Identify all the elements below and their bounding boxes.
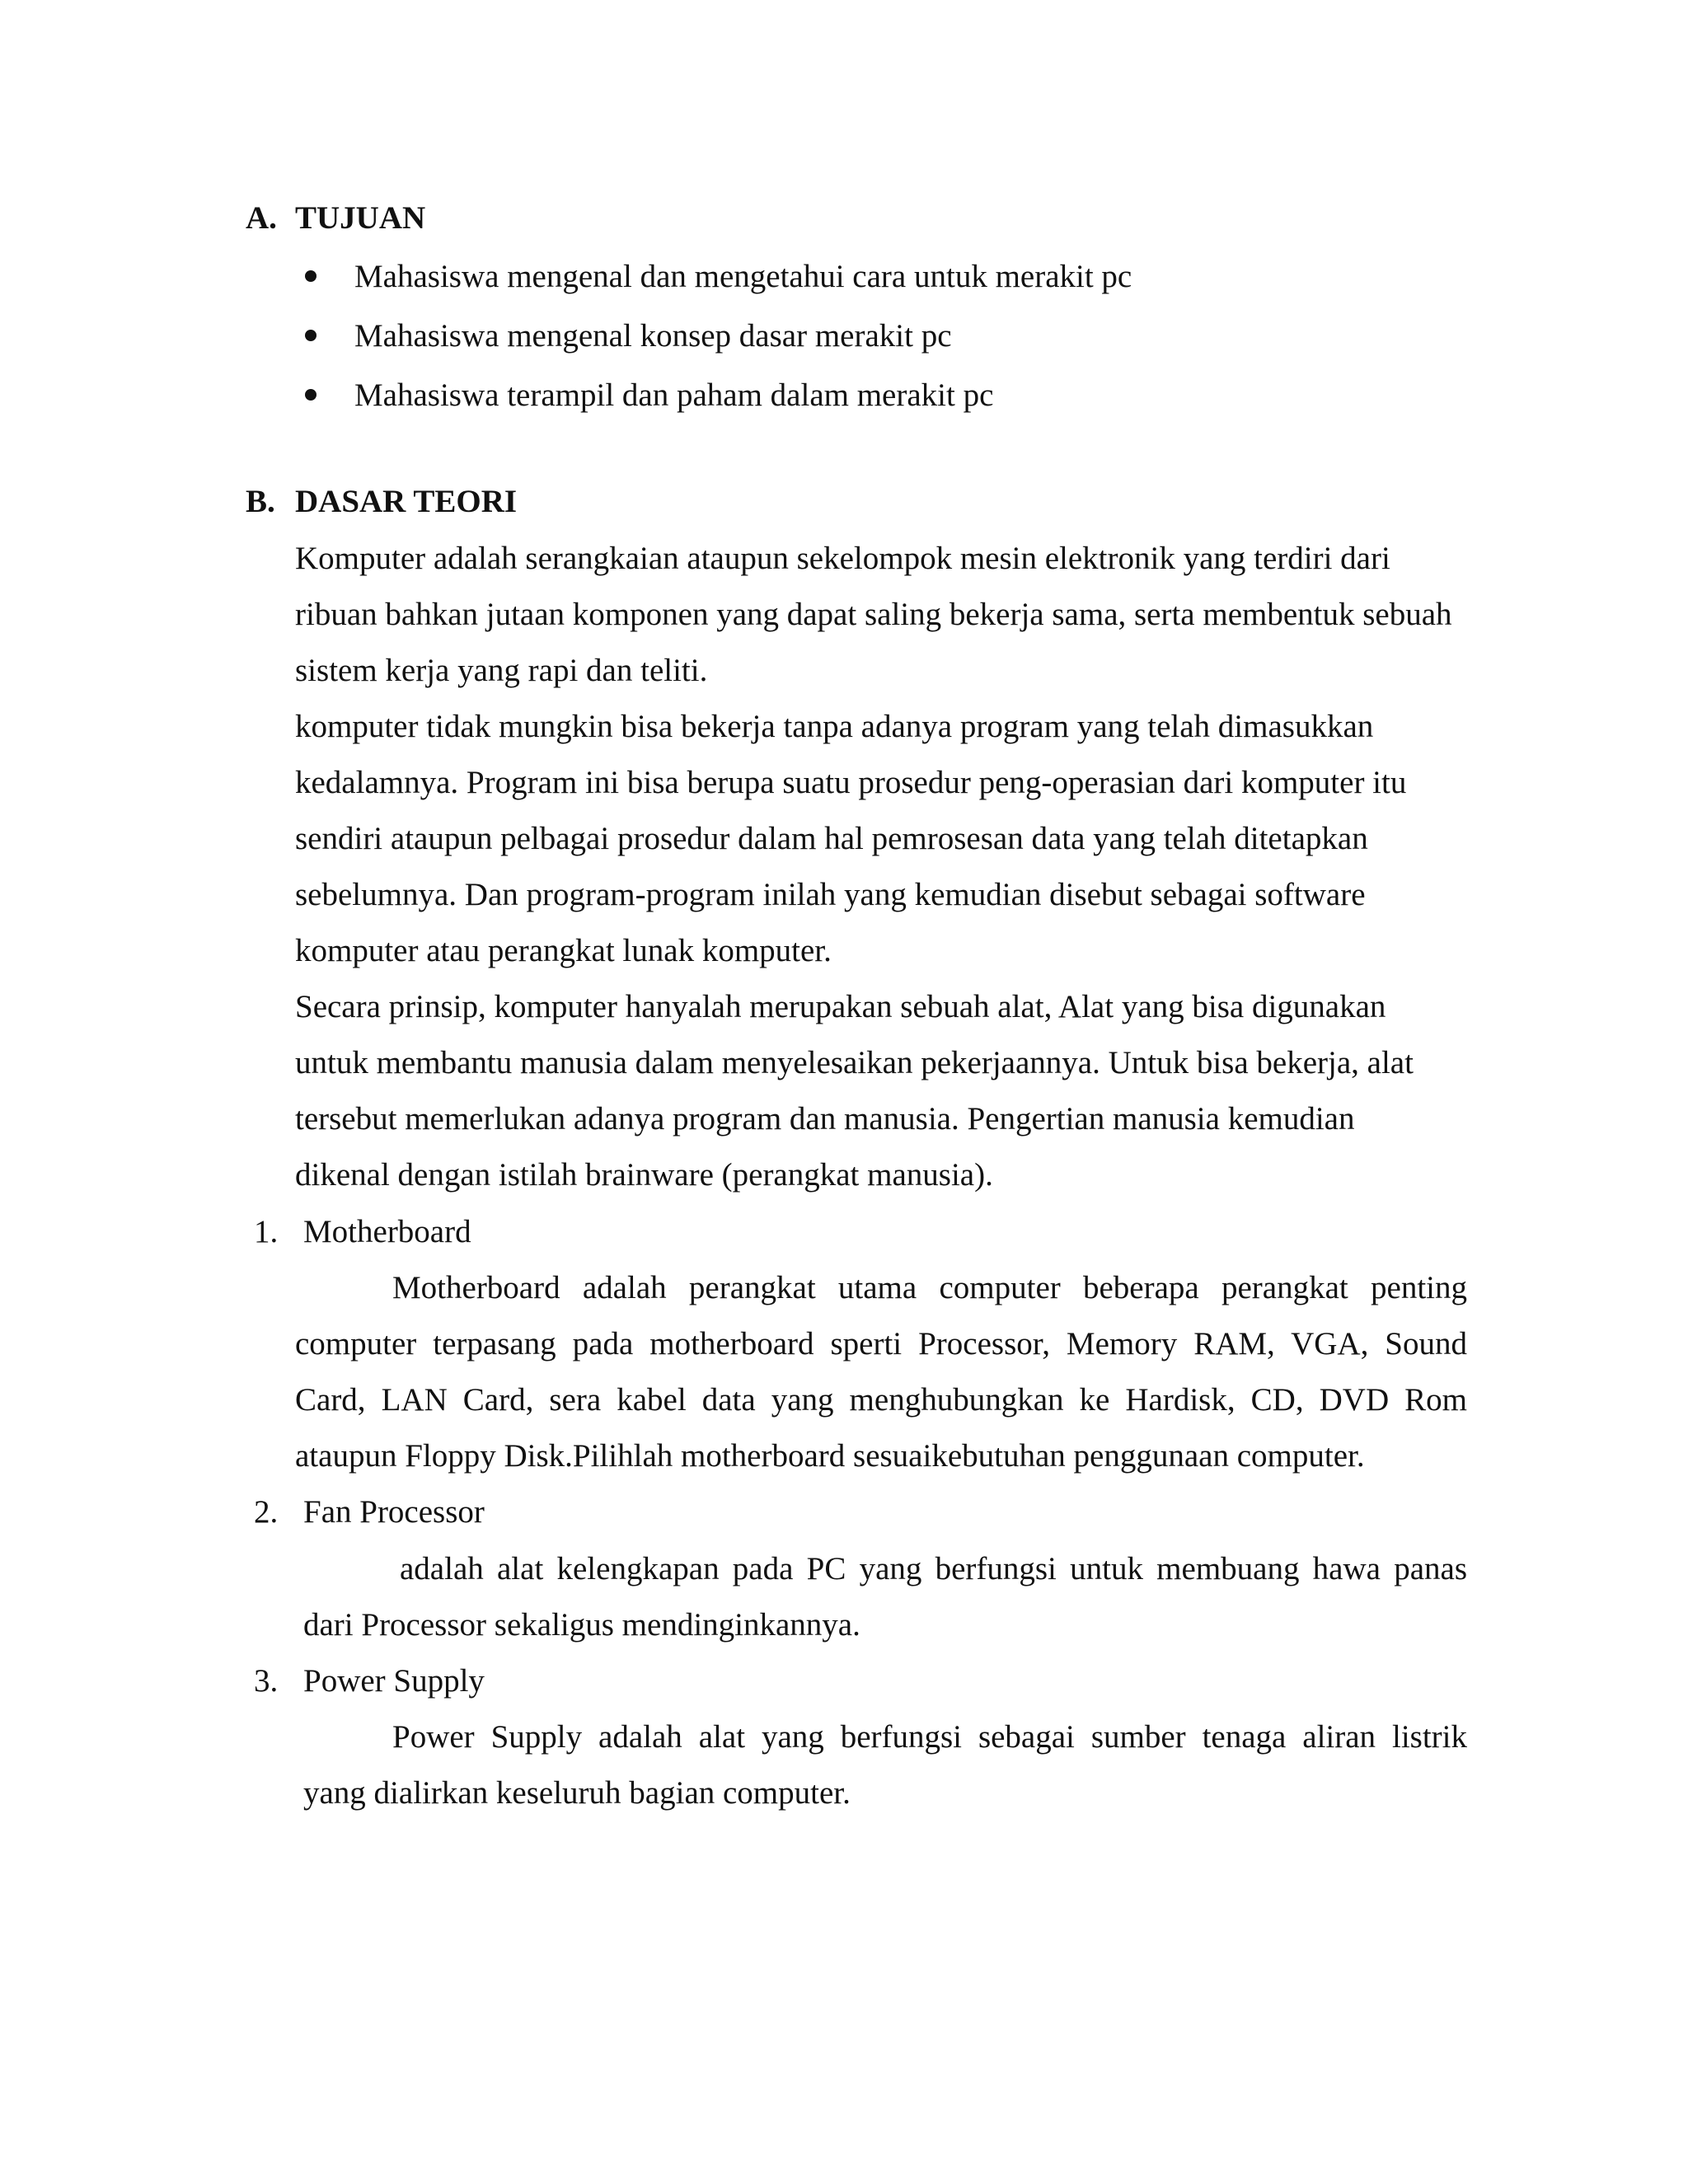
item-desc-line: Power Supply adalah alat yang berfungsi sebagai sumber tenaga aliran listrik: [392, 1719, 1467, 1755]
item-title: Motherboard: [303, 1214, 471, 1249]
section-b-title: DASAR TEORI: [295, 484, 518, 519]
item-desc-line: ataupun Floppy Disk.Pilihlah motherboard sesuaikebutuhan penggunaan computer.: [295, 1438, 1365, 1474]
theory-line: ribuan bahkan jutaan komponen yang dapat saling bekerja sama, serta membentuk sebuah: [295, 597, 1452, 632]
bullet-icon: [305, 270, 316, 282]
theory-line: dikenal dengan istilah brainware (perangkat manusia).: [295, 1157, 993, 1193]
item-desc-line: dari Processor sekaligus mendinginkannya.: [303, 1607, 860, 1643]
item-number: 2.: [254, 1494, 279, 1530]
section-b-marker: B.: [246, 484, 275, 519]
objective-text: Mahasiswa terampil dan paham dalam merakit pc: [354, 377, 994, 413]
theory-line: tersebut memerlukan adanya program dan manusia. Pengertian manusia kemudian: [295, 1101, 1355, 1137]
theory-line: sebelumnya. Dan program-program inilah yang kemudian disebut sebagai software: [295, 877, 1366, 912]
theory-line: komputer atau perangkat lunak komputer.: [295, 933, 832, 968]
objective-text: Mahasiswa mengenal konsep dasar merakit pc: [354, 318, 952, 354]
theory-line: sendiri ataupun pelbagai prosedur dalam hal pemrosesan data yang telah ditetapkan: [295, 821, 1368, 856]
theory-line: kedalamnya. Program ini bisa berupa suatu prosedur peng-operasian dari komputer itu: [295, 765, 1407, 800]
item-desc-line: Motherboard adalah perangkat utama computer beberapa perangkat penting: [392, 1270, 1467, 1305]
item-desc-line: computer terpasang pada motherboard sperti Processor, Memory RAM, VGA, Sound: [295, 1326, 1467, 1361]
section-a-heading: [246, 202, 740, 235]
item-desc-line: adalah alat kelengkapan pada PC yang berfungsi untuk membuang hawa panas: [400, 1551, 1467, 1586]
item-number: 1.: [254, 1214, 279, 1249]
objective-text: Mahasiswa mengenal dan mengetahui cara untuk merakit pc: [354, 259, 1132, 294]
item-desc-line: Card, LAN Card, sera kabel data yang menghubungkan ke Hardisk, CD, DVD Rom: [295, 1382, 1467, 1418]
item-title: Fan Processor: [303, 1494, 485, 1530]
section-a-marker: A.: [246, 200, 277, 236]
section-b-heading: [246, 485, 740, 518]
theory-line: sistem kerja yang rapi dan teliti.: [295, 653, 708, 688]
theory-line: Secara prinsip, komputer hanyalah merupakan sebuah alat, Alat yang bisa digunakan: [295, 989, 1386, 1024]
theory-line: komputer tidak mungkin bisa bekerja tanpa adanya program yang telah dimasukkan: [295, 709, 1374, 744]
item-title: Power Supply: [303, 1663, 485, 1699]
theory-line: Komputer adalah serangkaian ataupun sekelompok mesin elektronik yang terdiri dari: [295, 541, 1390, 576]
bullet-icon: [305, 389, 316, 401]
theory-line: untuk membantu manusia dalam menyelesaikan pekerjaannya. Untuk bisa bekerja, alat: [295, 1045, 1414, 1080]
item-number: 3.: [254, 1663, 279, 1699]
item-desc-line: yang dialirkan keseluruh bagian computer.: [303, 1775, 851, 1811]
bullet-icon: [305, 330, 316, 341]
section-a-title: TUJUAN: [295, 200, 426, 236]
